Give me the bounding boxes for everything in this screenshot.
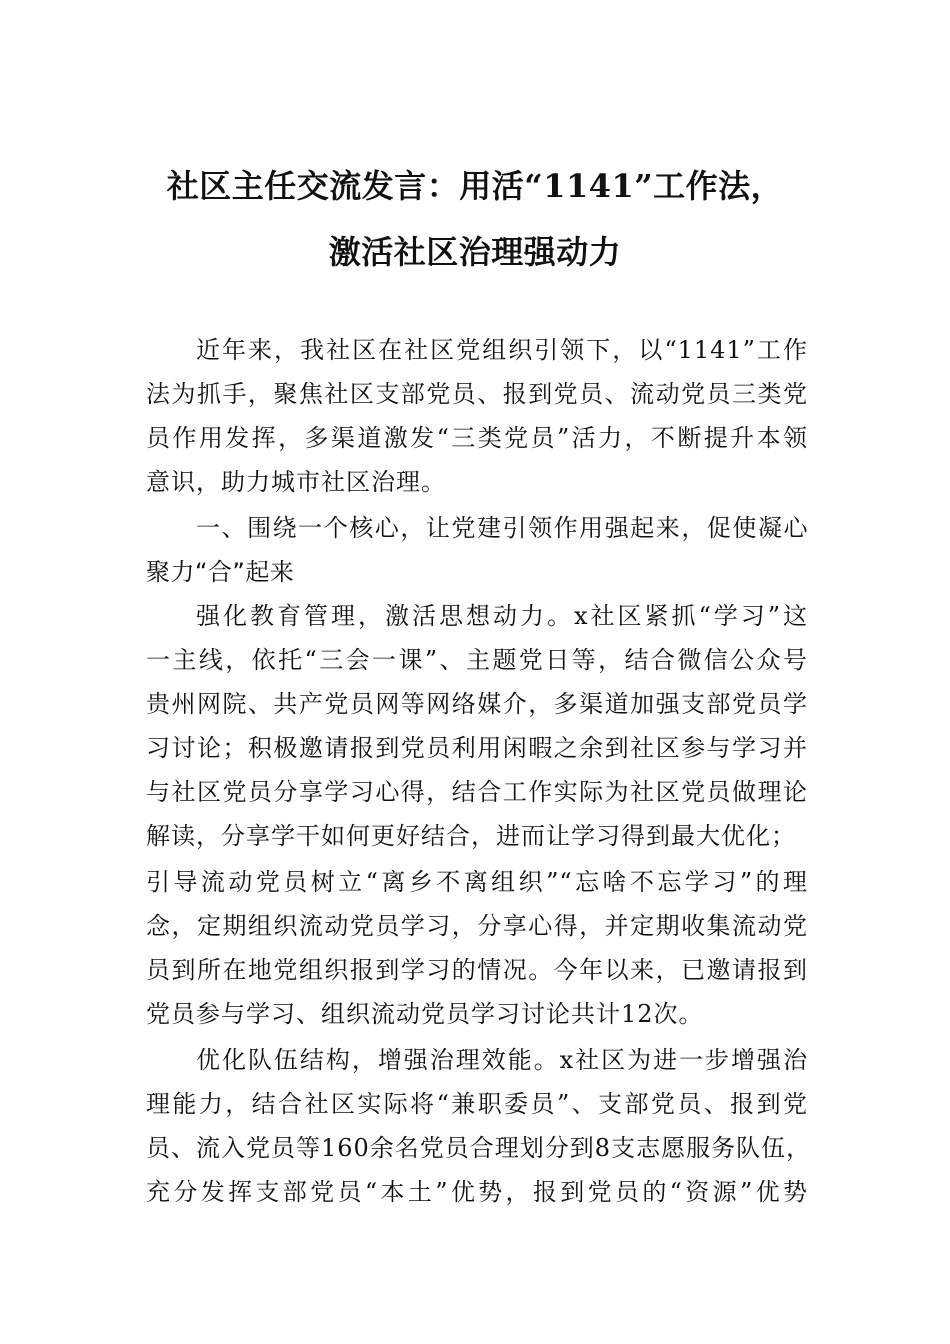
- intro-paragraph-line: 法为抓手，聚焦社区支部党员、报到党员、流动党员三类党: [146, 380, 808, 408]
- document-title-line-2: 激活社区治理强动力: [328, 233, 622, 271]
- education-paragraph-line: 员到所在地党组织报到学习的情况。今年以来，已邀请报到: [146, 956, 808, 984]
- section-heading-line: 一、围绕一个核心，让党建引领作用强起来，促使凝心: [196, 514, 808, 542]
- education-paragraph-line: 习讨论；积极邀请报到党员利用闲暇之余到社区参与学习并: [146, 734, 808, 762]
- education-paragraph-line: 解读，分享学干如何更好结合，进而让学习得到最大优化；: [146, 822, 796, 850]
- education-paragraph-line: 贵州网院、共产党员网等网络媒介，多渠道加强支部党员学: [146, 690, 808, 718]
- structure-paragraph-line: 充分发挥支部党员“本土”优势，报到党员的“资源”优势: [146, 1178, 808, 1206]
- intro-paragraph-line: 近年来，我社区在社区党组织引领下，以“1141”工作: [196, 336, 808, 364]
- intro-paragraph-line: 意识，助力城市社区治理。: [146, 468, 446, 496]
- education-paragraph-line: 念，定期组织流动党员学习，分享心得，并定期收集流动党: [146, 912, 808, 940]
- section-heading-line: 聚力“合”起来: [146, 558, 295, 586]
- education-paragraph-line: 强化教育管理，激活思想动力。x社区紧抓“学习”这: [196, 602, 808, 630]
- education-paragraph-line: 一主线，依托“三会一课”、主题党日等，结合微信公众号: [146, 646, 808, 674]
- education-paragraph-line: 党员参与学习、组织流动党员学习讨论共计12次。: [146, 1000, 704, 1028]
- document-title-line-1: 社区主任交流发言：用活“1141”工作法，: [166, 167, 784, 205]
- education-paragraph-line: 引导流动党员树立“离乡不离组织”“忘啥不忘学习”的理: [146, 868, 808, 896]
- structure-paragraph-line: 员、流入党员等160余名党员合理划分到8支志愿服务队伍，: [146, 1134, 812, 1162]
- education-paragraph-line: 与社区党员分享学习心得，结合工作实际为社区党员做理论: [146, 778, 808, 806]
- structure-paragraph-line: 优化队伍结构，增强治理效能。x社区为进一步增强治: [196, 1046, 808, 1074]
- structure-paragraph-line: 理能力，结合社区实际将“兼职委员”、支部党员、报到党: [146, 1090, 808, 1118]
- intro-paragraph-line: 员作用发挥，多渠道激发“三类党员”活力，不断提升本领: [146, 424, 808, 452]
